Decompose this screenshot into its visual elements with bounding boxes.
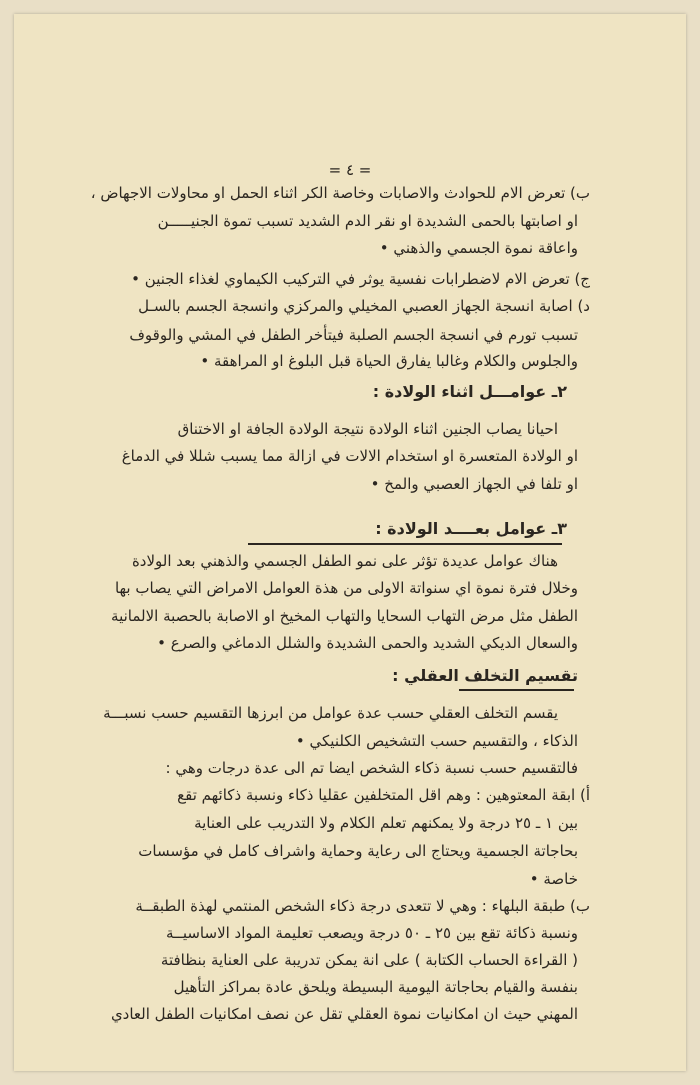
text-line: ب) تعرض الام للحوادث والاصابات وخاصة الكر اثناء الحمل او محاولات الاجهاض ، [90,184,590,202]
text-line: فالتقسيم حسب نسبة ذكاء الشخص ايضا تم الى عدة درجات وهي : [165,759,578,777]
text-line: احيانا يصاب الجنين اثناء الولادة نتيجة الولادة الجافة او الاختناق [177,420,558,438]
section-heading: تقسيم التخلف العقلي : [392,666,578,685]
text-line: يقسم التخلف العقلي حسب عدة عوامل من ابرزها التقسيم حسب نسبـــة [103,704,558,722]
text-line: والسعال الديكي الشديد والحمى الشديدة والشلل الدماغي والصرع • [157,634,578,652]
text-line: تسبب تورم في انسجة الجسم الصلبة فيتأخر الطفل في المشي والوقوف [129,326,578,344]
text-line: هناك عوامل عديدة تؤثر على نمو الطفل الجسمي والذهني بعد الولادة [131,552,558,570]
text-line: واعاقة نموة الجسمي والذهني • [379,239,578,257]
text-line: ب) طبقة البلهاء : وهي لا تتعدى درجة ذكاء الشخص المنتمي لهذة الطبقــة [135,897,590,915]
text-line: الذكاء ، والتقسيم حسب التشخيص الكلنيكي • [295,732,578,750]
text-line: ( القراءة الحساب الكتابة ) على انة يمكن تدريبة على العناية بنظافتة [160,951,578,969]
heading-underline [248,543,562,545]
text-line: وخلال فترة نموة اي سنواتة الاولى من هذة العوامل الامراض التي يصاب بها [114,579,578,597]
text-line: بين ١ ـ ٢٥ درجة ولا يمكنهم تعلم الكلام ولا التدريب على العناية [194,814,578,832]
page-number: = ٤ = [328,161,372,179]
text-line: بحاجاتة الجسمية ويحتاج الى رعاية وحماية واشراف كامل في مؤسسات [138,842,578,860]
text-line: والجلوس والكلام وغالبا يفارق الحياة قبل البلوغ او المراهقة • [200,352,578,370]
document-page [14,14,686,1071]
text-line: المهني حيث ان امكانيات نموة العقلي تقل عن نصف امكانيات الطفل العادي [110,1005,578,1023]
text-line: او اصابتها بالحمى الشديدة او نقر الدم الشديد تسبب تموة الجنيـــــن [157,212,578,230]
text-line: او الولادة المتعسرة او استخدام الالات في ازالة مما يسبب شللا في الدماغ [121,447,578,465]
section-heading: ٢ـ عوامـــل اثناء الولادة : [372,382,567,401]
text-line: بنفسة والقيام بحاجاتة اليومية البسيطة ويلحق عادة بمراكز التأهيل [173,978,578,996]
text-line: خاصة • [529,870,578,888]
text-line: ونسبة ذكائة تقع بين ٢٥ ـ ٥٠ درجة ويصعب تعليمة المواد الاساسيــة [166,924,578,942]
text-line: ج) تعرض الام لاضطرابات نفسية يوثر في التركيب الكيماوي لغذاء الجنين • [131,270,590,288]
text-line: أ) ابقة المعتوهين : وهم اقل المتخلفين عقليا ذكاء ونسبة ذكائهم تقع [177,786,590,804]
text-line: الطفل مثل مرض التهاب السحايا والتهاب المخيخ او الاصابة بالحصبة الالمانية [111,607,578,625]
heading-underline [459,689,574,691]
text-line: او تلفا في الجهاز العصبي والمخ • [370,475,578,493]
text-line: د) اصابة انسجة الجهاز العصبي المخيلي والمركزي وانسجة الجسم بالسـل [138,297,590,315]
section-heading: ٣ـ عوامل بعــــد الولادة : [375,519,567,538]
